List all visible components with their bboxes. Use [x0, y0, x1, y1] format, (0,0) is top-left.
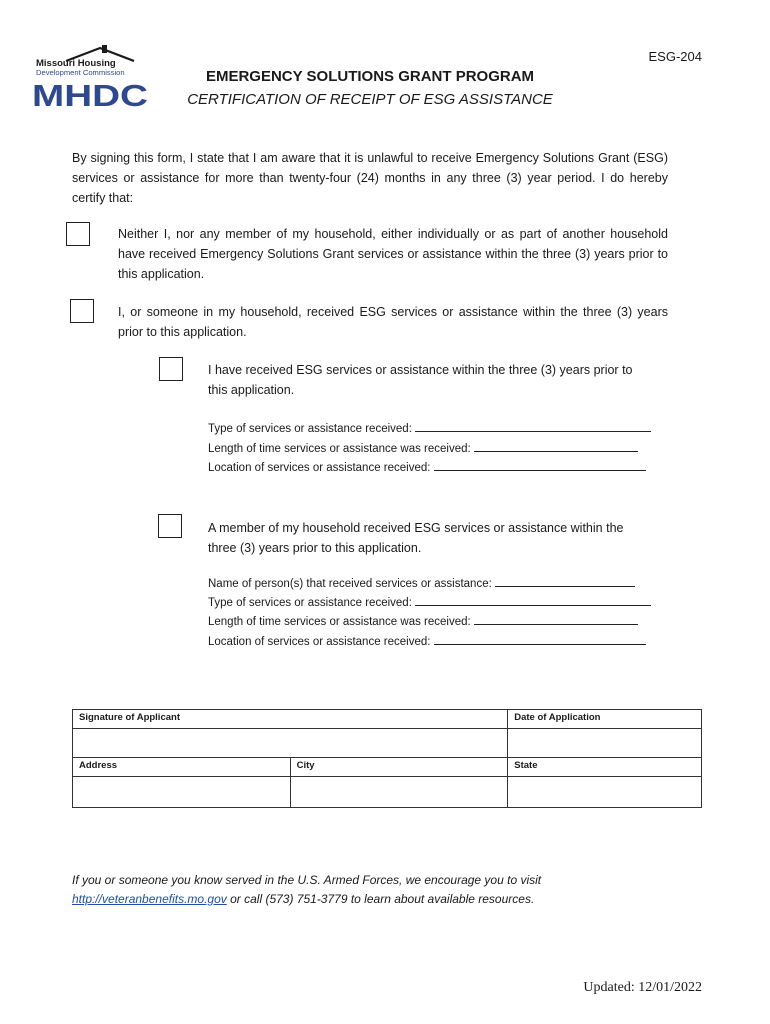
name-blank-line[interactable]	[495, 574, 635, 587]
page-title: EMERGENCY SOLUTIONS GRANT PROGRAM	[205, 68, 535, 85]
field-label: Type of services or assistance received:	[208, 423, 412, 435]
suboption-member-checkbox[interactable]	[158, 514, 182, 538]
field-label: Location of services or assistance received:	[208, 462, 431, 474]
logo-name-line1: Missouri Housing	[36, 58, 116, 69]
date-field[interactable]	[508, 729, 702, 758]
field-label: Name of person(s) that received services or assistance:	[208, 578, 492, 590]
city-label: City	[290, 758, 508, 777]
address-label: Address	[73, 758, 291, 777]
suboption-self-text: I have received ESG services or assistance within the three (3) years prior to this application.	[208, 363, 633, 397]
option-received-checkbox[interactable]	[70, 299, 94, 323]
option-none-checkbox[interactable]	[66, 222, 90, 246]
location-blank-line[interactable]	[434, 632, 646, 645]
option-none-text: Neither I, nor any member of my household, either individually or as part of another household have received Emergency Solutions Grant services or assistance within the three (3) years prior to this application.	[118, 227, 668, 281]
option-received-text: I, or someone in my household, received ESG services or assistance within the three (3) years prior to this application.	[118, 305, 668, 339]
logo-name-line2: Development Commission	[36, 68, 125, 77]
updated-date: Updated: 12/01/2022	[583, 980, 702, 995]
field-label: Length of time services or assistance was received:	[208, 443, 471, 455]
field-self-length	[208, 439, 638, 459]
type-blank-line[interactable]	[415, 593, 651, 606]
signature-table	[72, 709, 702, 808]
date-label: Date of Application	[508, 710, 702, 729]
field-member-length	[208, 612, 638, 632]
field-label: Length of time services or assistance was received:	[208, 616, 471, 628]
veterans-note-text: If you or someone you know served in the U.S. Armed Forces, we encourage you to visit	[72, 873, 542, 887]
state-field[interactable]	[508, 777, 702, 808]
length-blank-line[interactable]	[474, 612, 638, 625]
type-blank-line[interactable]	[415, 419, 651, 432]
logo-acronym: MHDC	[32, 78, 148, 110]
house-chimney-icon	[102, 45, 107, 53]
field-member-name	[208, 574, 635, 594]
length-blank-line[interactable]	[474, 439, 638, 452]
city-field[interactable]	[290, 777, 508, 808]
state-label: State	[508, 758, 702, 777]
field-label: Type of services or assistance received:	[208, 597, 412, 609]
veterans-note	[72, 871, 672, 909]
veterans-note-phone: or call (573) 751-3779 to learn about available resources.	[226, 892, 535, 906]
form-id: ESG-204	[648, 49, 702, 64]
location-blank-line[interactable]	[434, 458, 646, 471]
field-label: Location of services or assistance received:	[208, 636, 431, 648]
page-subtitle: CERTIFICATION OF RECEIPT OF ESG ASSISTANCE	[187, 91, 553, 108]
suboption-member-text: A member of my household received ESG services or assistance within the three (3) years prior to this application.	[208, 521, 624, 555]
field-self-type	[208, 419, 651, 439]
veteran-benefits-link[interactable]: http://veteranbenefits.mo.gov	[72, 892, 227, 906]
address-field[interactable]	[73, 777, 291, 808]
intro-paragraph: By signing this form, I state that I am aware that it is unlawful to receive Emergency Solutions Grant (ESG) services or assistance for more than twenty-four (24) months in any three (3) year period. I do hereby certify that:	[72, 151, 668, 205]
field-member-location	[208, 632, 646, 652]
field-member-type	[208, 593, 651, 613]
signature-field[interactable]	[73, 729, 508, 758]
field-self-location	[208, 458, 646, 478]
suboption-self-checkbox[interactable]	[159, 357, 183, 381]
signature-label: Signature of Applicant	[73, 710, 508, 729]
